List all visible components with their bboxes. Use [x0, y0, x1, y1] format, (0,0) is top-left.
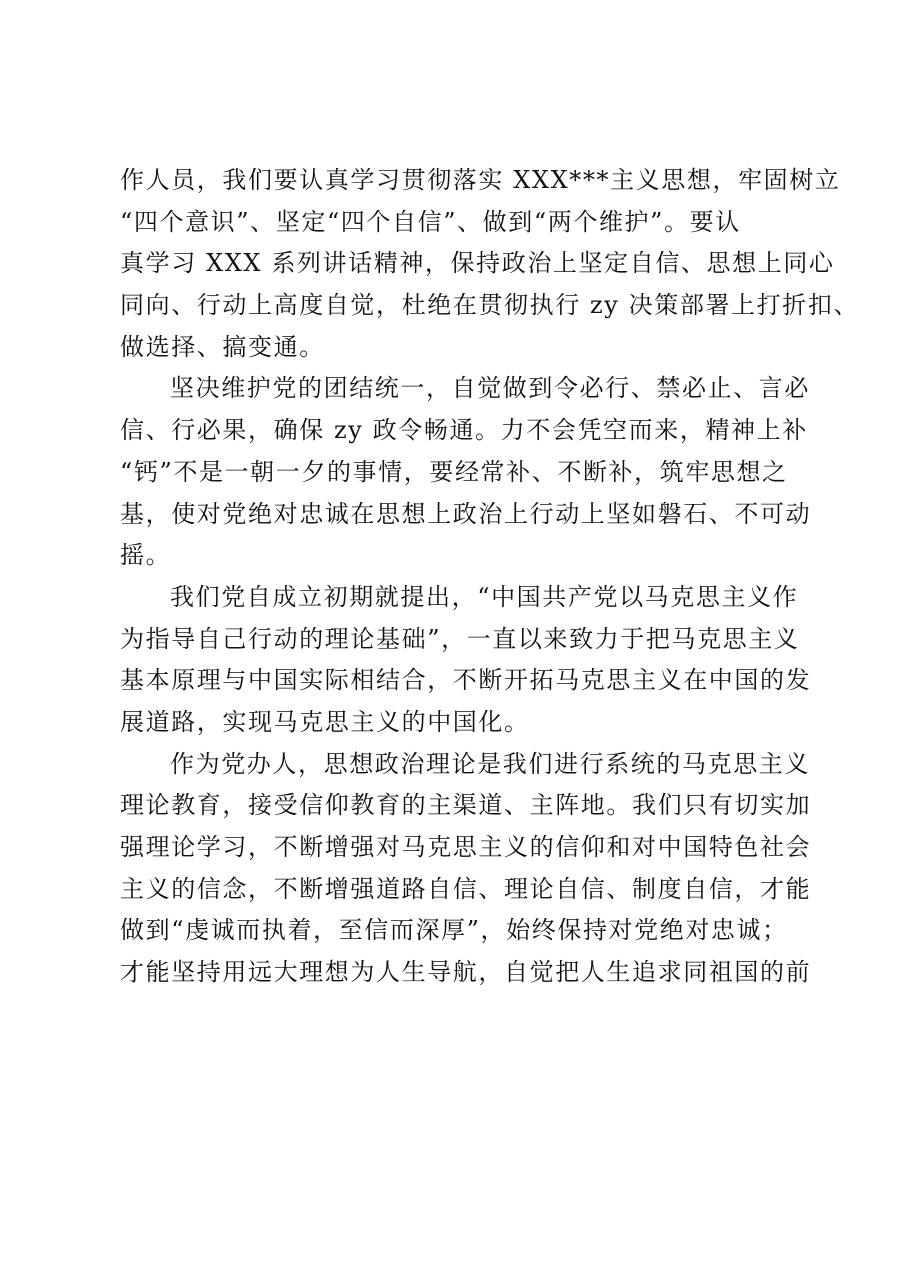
text-line: 做选择、搞变通。: [120, 332, 325, 361]
text-line: 为指导自己行动的理论基础”，一直以来致力于把马克思主义: [120, 624, 800, 653]
document-body: [120, 160, 860, 994]
text-line: “钙”不是一朝一夕的事情，要经常补、不断补，筑牢思想之: [120, 457, 788, 486]
text-line: 理论教育，接受信仰教育的主渠道、主阵地。我们只有切实加: [120, 791, 812, 820]
text-line: 做到“虔诚而执着，至信而深厚”，始终保持对党绝对忠诚；: [120, 916, 788, 945]
text-line: 坚决维护党的团结统一，自觉做到令必行、禁必止、言必: [170, 374, 810, 403]
paragraph-2: [120, 368, 820, 576]
text-line: 作人员，我们要认真学习贯彻落实 XXX***主义思想，牢固树立: [120, 166, 841, 194]
text-line: 摇。: [120, 541, 172, 570]
text-line: 信、行必果，确保 zy 政令畅通。力不会凭空而来，精神上补: [120, 416, 808, 445]
text-line: 基本原理与中国实际相结合，不断开拓马克思主义在中国的发: [120, 666, 812, 695]
text-line: 基，使对党绝对忠诚在思想上政治上行动上坚如磐石、不可动: [120, 499, 812, 528]
text-line: 真学习 XXX 系列讲话精神，保持政治上坚定自信、思想上同心: [120, 249, 835, 278]
text-line: 作为党办人，思想政治理论是我们进行系统的马克思主义: [170, 749, 810, 778]
text-line: 同向、行动上高度自觉，杜绝在贯彻执行 zy 决策部署上打折扣、: [120, 291, 860, 320]
text-line: 展道路，实现马克思主义的中国化。: [120, 707, 530, 736]
text-line: 才能坚持用远大理想为人生导航，自觉把人生追求同祖国的前: [120, 958, 812, 987]
text-line: 我们党自成立初期就提出，“中国共产党以马克思主义作: [170, 582, 799, 611]
text-line: 强理论学习，不断增强对马克思主义的信仰和对中国特色社会: [120, 833, 812, 861]
text-line: “四个意识”、坚定“四个自信”、做到“两个维护”。要认: [120, 207, 741, 236]
text-line: 主义的信念，不断增强道路自信、理论自信、制度自信，才能: [120, 874, 812, 903]
paragraph-3: [120, 577, 820, 744]
paragraph-4: [120, 744, 820, 994]
paragraph-1: [120, 160, 860, 368]
